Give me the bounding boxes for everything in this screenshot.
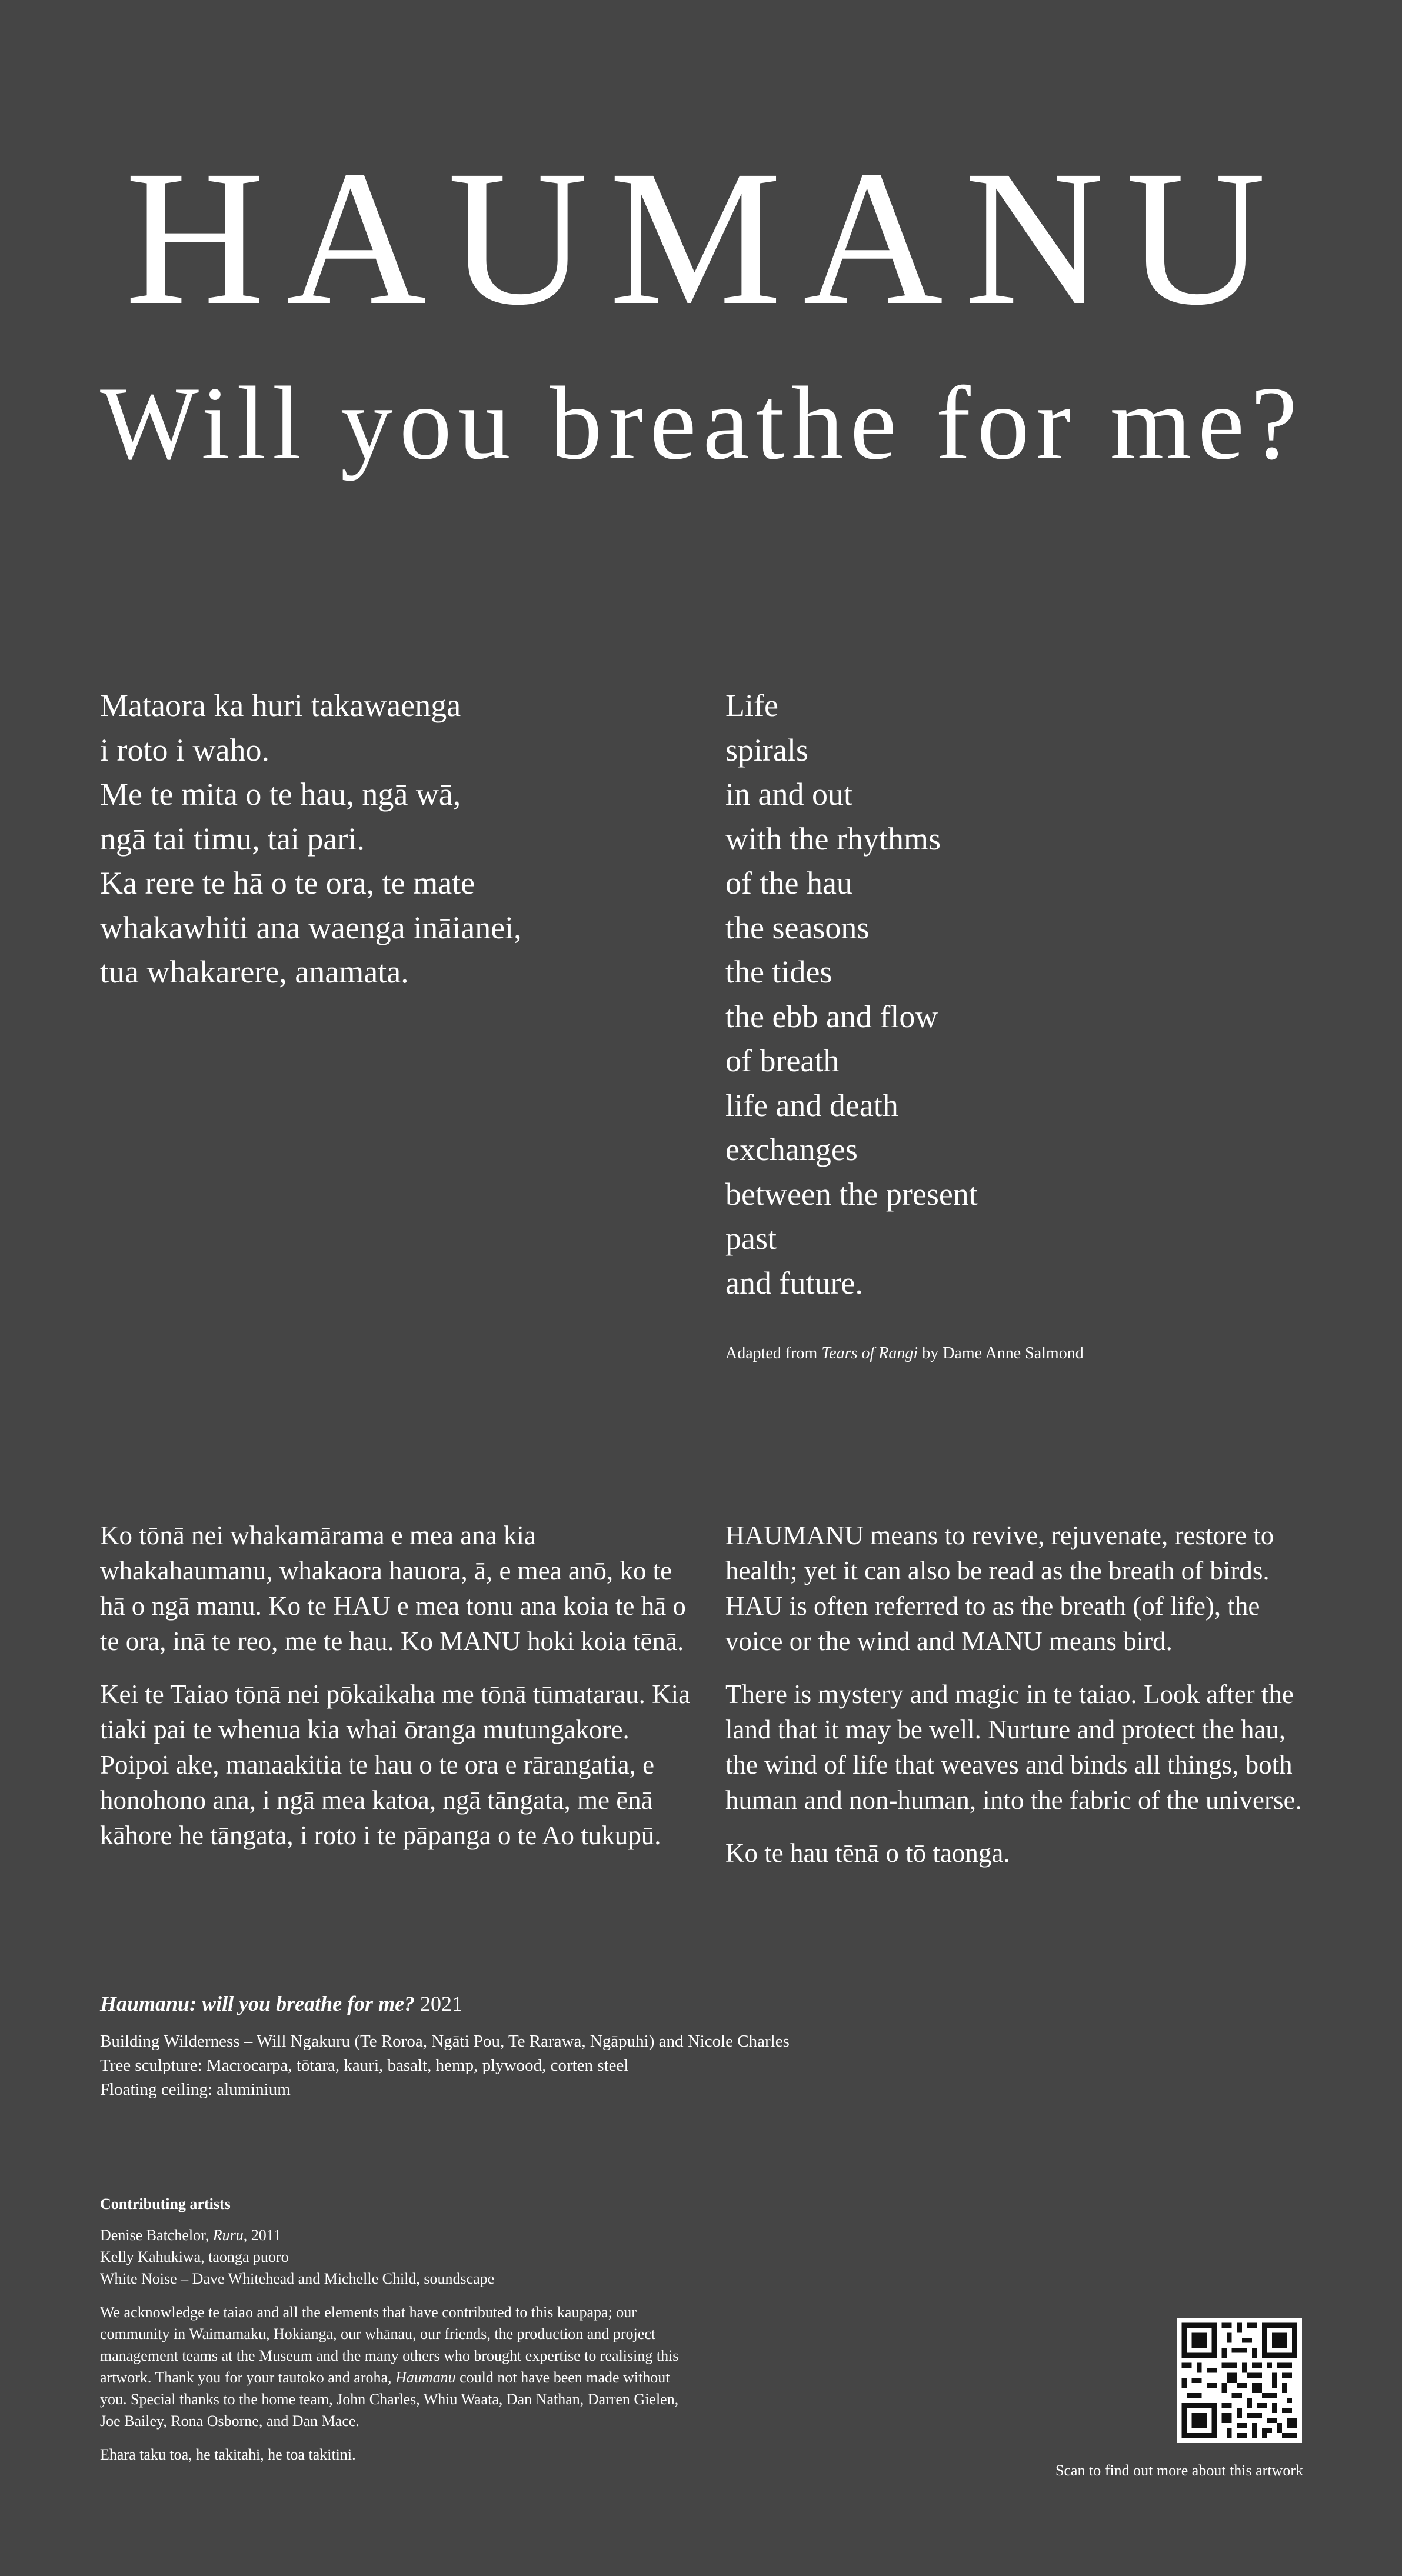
poem-line: whakawhiti ana waenga ināianei, [100, 909, 522, 945]
poem-credit [725, 1344, 1084, 1364]
acknowledgement-text: We acknowledge te taiao and all the elements that have contributed to this kaupapa; our community in Waimamaku, Hokianga, our whānau, our friends, the production and project management teams at the Museum and the many others who brought expertise to realising this artwork. Thank you for your tautoko and aroha, [100, 2304, 679, 2386]
poem-line: between the present [725, 1176, 978, 1212]
qr-code[interactable] [1177, 2318, 1302, 2443]
explanation-maori [100, 1518, 694, 1871]
paragraph: HAUMANU means to revive, rejuvenate, restore to health; yet it can also be read as the breath of birds. HAU is often referred to as the breath (of life), the voice or the wind and MANU means bird. [725, 1521, 1274, 1656]
poem-line: Life [725, 688, 778, 723]
poem-line: and future. [725, 1265, 863, 1301]
credit-prefix: Adapted from [725, 1344, 822, 1362]
artwork-line: Floating ceiling: aluminium [100, 2080, 291, 2099]
page-title: HAUMANU [125, 131, 1287, 345]
poem-line: life and death [725, 1087, 898, 1123]
paragraph: Ko tōnā nei whakamārama e mea ana kia whakahaumanu, whakaora hauora, ā, e mea anō, ko te hā o ngā manu. Ko te HAU e mea tonu ana koia te hā o te ora, inā te reo, me te hau. Ko MANU hoki koia tēnā. [100, 1521, 686, 1656]
poem-line: the ebb and flow [725, 998, 938, 1034]
poem-maori [100, 684, 522, 995]
poem-line: of the hau [725, 865, 852, 901]
poem-line: spirals [725, 732, 808, 768]
contributor-work: Ruru [212, 2227, 244, 2244]
artwork-label [100, 1990, 794, 2102]
paragraph: Kei te Taiao tōnā nei pōkaikaha me tōnā tūmatarau. Kia tiaki pai te whenua kia whai ōranga mutungakore. Poipoi ake, manaakitia te hau o te ora e rārangatia, e honohono ana, i ngā mea katoa, ngā tāngata, me ēnā kāhore he tāngata, i roto i te pāpanga o te Ao tukupū. [100, 1679, 691, 1850]
poem-line: the tides [725, 954, 832, 989]
poem-line: Mataora ka huri takawaenga [100, 688, 461, 723]
contributors [100, 2193, 806, 2477]
proverb: Ehara taku toa, he takitahi, he toa takitini. [100, 2446, 356, 2463]
contributor-line-suffix: , 2011 [243, 2227, 281, 2244]
contributors-heading: Contributing artists [100, 2195, 231, 2212]
poem-line: of breath [725, 1043, 840, 1078]
poem-english [725, 684, 978, 1305]
contributor-line: White Noise – Dave Whitehead and Michelle Child, soundscape [100, 2270, 495, 2287]
page-subtitle: Will you breathe for me? [100, 365, 1304, 481]
explanation-english [725, 1518, 1314, 1888]
poem-line: in and out [725, 777, 852, 812]
poem-line: the seasons [725, 909, 870, 945]
qr-caption: Scan to find out more about this artwork [1055, 2462, 1303, 2479]
acknowledgement-emphasis: Haumanu [395, 2369, 456, 2386]
poem-line: tua whakarere, anamata. [100, 954, 409, 989]
artwork-year: 2021 [415, 1992, 463, 2015]
poem-line: Me te mita o te hau, ngā wā, [100, 777, 461, 812]
paragraph: Ko te hau tēnā o tō taonga. [725, 1838, 1010, 1868]
artwork-line: Building Wilderness – Will Ngakuru (Te Roroa, Ngāti Pou, Te Rarawa, Ngāpuhi) and Nicole Charles [100, 2032, 790, 2051]
contributor-line: Denise Batchelor, [100, 2227, 213, 2244]
poem-line: ngā tai timu, tai pari. [100, 821, 365, 857]
poem-line: i roto i waho. [100, 732, 269, 768]
qr-code-icon [1177, 2318, 1302, 2443]
acknowledgement-text-end: could not have been made without you. Special thanks to the home team, John Charles, Whiu Waata, Dan Nathan, Darren Gielen, Joe Bailey, Rona Osborne, and Dan Mace. [100, 2369, 679, 2430]
poem-line: Ka rere te hā o te ora, te mate [100, 865, 475, 901]
poem-line: exchanges [725, 1132, 858, 1167]
artwork-line: Tree sculpture: Macrocarpa, tōtara, kauri, basalt, hemp, plywood, corten steel [100, 2056, 629, 2075]
artwork-title: Haumanu: will you breathe for me? [100, 1992, 415, 2015]
paragraph: There is mystery and magic in te taiao. Look after the land that it may be well. Nurture and protect the hau, the wind of life that weaves and binds all things, both human and non-human, into the fabric of the universe. [725, 1679, 1302, 1815]
contributor-line: Kelly Kahukiwa, taonga puoro [100, 2248, 289, 2265]
poem-line: with the rhythms [725, 821, 941, 857]
poem-line: past [725, 1221, 777, 1256]
credit-suffix: by Dame Anne Salmond [918, 1344, 1084, 1362]
credit-book-title: Tears of Rangi [821, 1344, 918, 1362]
